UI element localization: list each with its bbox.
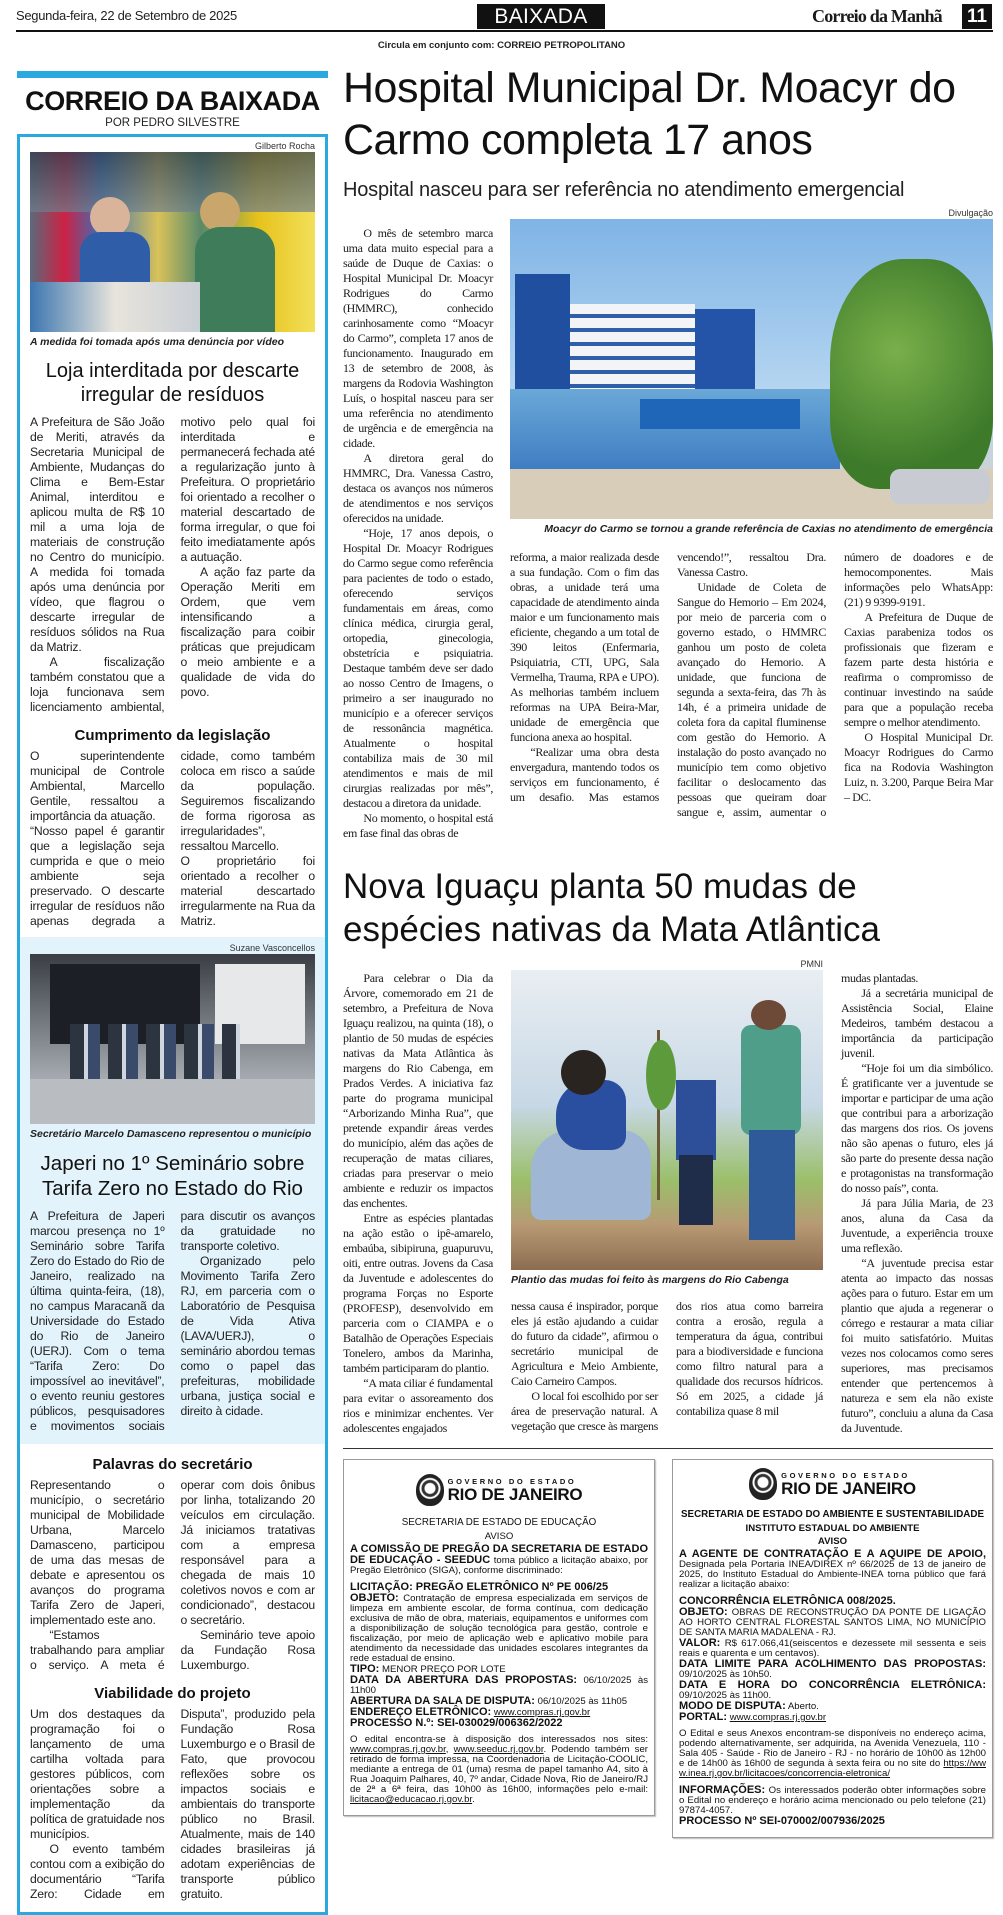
photo-caption: A medida foi tomada após uma denúncia por vídeo bbox=[30, 336, 284, 348]
paragraph: reforma, a maior realizada desde a sua fundação. Com o fim das obras, a unidade terá uma capacidade de atendimento ainda maior e um funcionamento mais eficiente, chegando a um total de 390 leitos (Enfermaria, Psiquiatria, CTI, UPG, Sala Vermelha, Trauma, RPA e UPO). As melhorias também incluem reformas na UPA Beira-Mar, unidade de emergência que funciona anexa ao hospital. bbox=[510, 550, 659, 744]
seminar-photo bbox=[30, 954, 315, 1124]
field-value: OBRAS DE RECONSTRUÇÃO DA PONTE DE LIGAÇÃO AO HORTO CENTRAL FLORESTAL SANTOS LIMA, NO MUNICÍPIO DE SANTA MARIA MADALENA - RJ. bbox=[679, 1607, 986, 1638]
circulation-note: Circula em conjunto com: CORREIO PETROPOLITANO bbox=[377, 40, 626, 51]
notice-department: SECRETARIA DE ESTADO DE EDUCAÇÃO bbox=[401, 1517, 597, 1528]
article-body bbox=[30, 1707, 315, 1902]
paragraph: Entre as espécies plantadas na ação estão o ipê-amarelo, embaúba, sibipiruna, guapuruvu, oiti, entre outras. Jovens da Casa da Juventude e adolescentes do programa Forças no Esporte (PROFESP), desenvolvido em parceria com o CIAMPA e o Batalhão de Operações Especiais Tonelero, ambos da Marinha, também participaram do plantio. bbox=[343, 1211, 493, 1375]
paragraph: O proprietário foi orientado a recolher o material descartado irregularmente na Rua da Matriz. bbox=[180, 854, 315, 928]
article-body bbox=[343, 971, 493, 1436]
article-subhead: Palavras do secretário bbox=[92, 1456, 253, 1473]
article-body bbox=[30, 415, 315, 715]
field-label: ABERTURA DA SALA DE DISPUTA: bbox=[350, 1695, 535, 1707]
field-label: OBJETO: bbox=[350, 1592, 399, 1604]
page-number: 11 bbox=[962, 4, 992, 29]
article-headline: Nova Iguaçu planta 50 mudas de espécies nativas da Mata Atlântica bbox=[343, 867, 880, 949]
paragraph: No momento, o hospital está em fase final das obras de bbox=[343, 811, 493, 840]
field-value: 09/10/2025 às 11h00. bbox=[679, 1690, 772, 1701]
paragraph: mudas plantadas. bbox=[841, 971, 919, 985]
paragraph: Já para Júlia Maria, de 23 anos, aluna da Casa da Juventude, a experiência trouxe uma reflexão. bbox=[841, 1196, 993, 1255]
article-body bbox=[510, 550, 993, 820]
logo-text-big: RIO DE JANEIRO bbox=[781, 1479, 916, 1498]
logo-text-small: GOVERNO DO ESTADO bbox=[781, 1471, 910, 1480]
government-logo bbox=[679, 1468, 986, 1500]
hospital-article bbox=[343, 208, 993, 841]
newspaper-logo: Correio da Manhã bbox=[812, 6, 942, 26]
coat-of-arms-icon bbox=[749, 1468, 777, 1500]
article-subhead: Viabilidade do projeto bbox=[94, 1685, 251, 1702]
field-value: Aberto. bbox=[785, 1701, 819, 1712]
paragraph: O local foi escolhido por ser área de preservação natural. A vegetação que cresce às margens dos rios atua como barreira contra a erosão, regula a temperatura da água, contribui para a biodiversidade e funciona como filtro natural para a qualidade dos recursos hídricos. Só em 2025, a cidade já contabiliza quase 8 mil bbox=[511, 1299, 823, 1433]
paragraph: O Hospital Municipal Dr. Moacyr Rodrigues do Carmo fica na Rodovia Washington Luiz, n. 3.200, Parque Beira Mar – DC. bbox=[844, 730, 993, 804]
notice-footer: O edital encontra-se à disposição dos interessados nos sites: bbox=[350, 1734, 648, 1745]
public-notices bbox=[343, 1459, 993, 1838]
main-area bbox=[343, 62, 993, 1838]
paragraph: nessa causa é inspirador, porque eles já estão ajudando a cuidar do futuro da cidade”, afirmou o secretário municipal de Agricultura e Meio Ambiente, Caio Carneiro Campos. bbox=[511, 1299, 658, 1388]
field-value: 06/10/2025 às 11h00 bbox=[350, 1675, 648, 1696]
paragraph: O superintendente municipal de Controle Ambiental, Marcello Gentile, ressaltou a importância da atuação. bbox=[30, 749, 165, 823]
field-value: 09/10/2025 às 10h50. bbox=[679, 1669, 772, 1680]
field-label: MODO DE DISPUTA: bbox=[679, 1700, 786, 1712]
column-author: POR PEDRO SILVESTRE bbox=[105, 117, 240, 129]
photo-credit: Divulgação bbox=[948, 208, 993, 218]
paragraph: Seminário teve apoio da Fundação Rosa Luxemburgo. bbox=[180, 1628, 315, 1672]
paragraph: Representando o município, o secretário municipal de Mobilidade Urbana, Marcelo Damasceno, participou de uma das mesas de debate e apresentou os avanços do programa Tarifa Zero de Japeri, implementado este ano. bbox=[30, 1478, 165, 1627]
paragraph: A ação faz parte da Operação Meriti em Ordem, que vem intensificando a fiscalização para coibir práticas que prejudicam o meio ambiente e a qualidade de vida do povo. bbox=[180, 565, 315, 699]
planting-photo bbox=[511, 970, 823, 1270]
article-subtitle: Hospital nasceu para ser referência no atendimento emergencial bbox=[343, 179, 905, 201]
paragraph: Para celebrar o Dia da Árvore, comemorado em 21 de setembro, a Prefeitura de Nova Iguaçu realizou, na quinta (18), o plantio de 50 mudas de espécies nativas da Mata Atlântica às margens do Rio Cabenga, em Prados Verdes. A iniciativa faz parte do programa municipal “Arborizando Minha Rua”, que pretende expandir áreas verdes do município, além das ações de recuperação de matas ciliares, criadas para preservar o meio ambiente e reduzir os impactos das enchentes. bbox=[343, 971, 493, 1210]
field-value: R$ 617.066,41(seiscentos e dezessete mil sessenta e seis reais e quarenta e um centavos). bbox=[679, 1638, 986, 1659]
notice-institute: INSTITUTO ESTADUAL DO AMBIENTE bbox=[745, 1523, 920, 1534]
paragraph: Organizado pelo Movimento Tarifa Zero RJ, em parceria com o Laboratório de Pesquisa de Vida Ativa (LAVA/UERJ), o seminário abordou temas como o papel das prefeituras, mobilidade urbana, justiça social e direito à cidade. bbox=[180, 1254, 315, 1418]
paragraph: A Prefeitura de São João de Meriti, através da Secretaria Municipal de Ambiente, Mudanças do Clima e Bem-Estar Animal, interditou e aplicou multa de R$ 10 mil a uma loja de materiais de construção no Centro do município. A medida foi tomada após uma denúncia por vídeo, que flagrou o descarte irregular de resíduos sólidos na Rua da Matriz. bbox=[30, 415, 165, 654]
field-value: Os interessados poderão obter informações sobre o Edital no endereço e horário acima mencionado ou pelo telefone (21) 97874-4057. bbox=[679, 1785, 986, 1816]
notice-footer: . Podendo também ser retirado de forma impressa, na Coordenadoria de Licitação-COOLIC, mediante a entrega de 01 (uma) resma de papel tamanho A4, sito à Rua Joaquim Palhares, 40, 7º andar, Cidade Nova, Rio de Janeiro/RJ de 2ª a 6ª feira, das 10h00 às 16h00, informações pelo e-mail: bbox=[350, 1744, 648, 1795]
website-link[interactable]: www.seeduc.rj.gov.br bbox=[453, 1744, 544, 1755]
article-body bbox=[30, 1209, 315, 1434]
paragraph: O mês de setembro marca uma data muito especial para a saúde de Duque de Caxias: o Hospital Municipal Dr. Moacyr Rodrigues do Carmo (HMMRC), conhecido carinhosamente como “Moacyr do Carmo”, completa 17 anos de funcionamento. Inaugurado em 13 de setembro de 2008, às margens da Rodovia Washington Luís, o hospital nasceu para ser uma referência no atendimento de urgência e de emergência na cidade. bbox=[343, 226, 493, 450]
notice-intro-bold: A COMISSÃO DE PREGÃO DA SECRETARIA DE ESTADO DE EDUCAÇÃO - SEEDUC bbox=[350, 1543, 648, 1566]
logo-text-big: RIO DE JANEIRO bbox=[447, 1485, 583, 1504]
notice-type: AVISO bbox=[484, 1531, 514, 1542]
header-rule bbox=[16, 30, 993, 32]
notice-bid-number: LICITAÇÃO: PREGÃO ELETRÔNICO Nº PE 006/25 bbox=[350, 1581, 609, 1593]
paragraph: Um dos destaques da programação foi o lançamento de uma cartilha voltada para gestores públicos, com orientações sobre a implementação da política de gratuidade nos municípios. bbox=[30, 1707, 165, 1841]
column-accent-bar bbox=[17, 71, 328, 78]
field-label: TIPO: bbox=[350, 1663, 380, 1675]
hospital-photo bbox=[510, 219, 993, 519]
paragraph: Já a secretária municipal de Assistência Social, Elaine Medeiros, também destacou a importância da participação juvenil. bbox=[841, 986, 993, 1060]
paragraph: “Hoje foi um dia simbólico. É gratificante ver a juventude se importar e participar de uma ação que contribui para a arborização das margens dos rios. Os jovens não são apenas o futuro, eles já são parte do presente dessa nação e protagonistas na transformação do nosso país”, conta. bbox=[841, 1061, 993, 1195]
paragraph: “Hoje, 17 anos depois, o Hospital Dr. Moacyr Rodrigues do Carmo segue como referência para pacientes de todo o estado, oferecendo serviços fundamentais em áreas, como clínica médica, cirurgia geral, ortopedia, ginecologia, obstetrícia e psiquiatria. Destaque também deve ser dado ao nosso Centro de Imagens, o primeiro a ser inaugurado no município e a oferecer serviços de ressonância magnética. Atualmente o hospital contabiliza mais de 30 mil atendimentos e mais de mil cirurgias realizadas por mês”, destacou a diretora da unidade. bbox=[343, 526, 493, 810]
section-divider bbox=[343, 1448, 993, 1449]
article-headline: Hospital Municipal Dr. Moacyr do Carmo completa 17 anos bbox=[343, 64, 956, 164]
paragraph: A Prefeitura de Duque de Caxias parabeniza todos os profissionais que fizeram e fazem parte desta história e reafirma o compromisso de continuar investindo na saúde para que a população receba sempre o melhor atendimento. bbox=[844, 610, 993, 729]
public-notice-education: GOVERNO DO ESTADO RIO DE JANEIRO SECRETARIA DE ESTADO DE EDUCAÇÃO AVISO A COMISSÃO DE PREGÃO DA SECRETARIA DE ESTADO DE EDUCAÇÃO - SEEDUC toma público a licitação abaixo, por Pregão Eletrônico (SIGA), conforme discriminado: LICITAÇÃO: PREGÃO ELETRÔNICO Nº PE 006/25 OBJETO: Contratação de empresa especializada em serviços de limpeza em ambiente escolar, de forma contínua, com dedicação exclusiva de mão de obra, materiais, equipamentos e uniformes com a disponibilização de solução tecnológica para gestão, controle e fiscalização, por meio de aplicação web e aplicativo mobile para atendimento da necessidade das unidades escolares integrantes da rede estadual de ensino. TIPO: MENOR PREÇO POR LOTE DATA DA ABERTURA DAS PROPOSTAS: 06/10/2025 às 11h00 ABERTURA DA SALA DE DISPUTA: 06/10/2025 às 11h05 ENDEREÇO ELETRÔNICO: www.compras.rj.gov.br PROCESSO N.º: SEI-030029/006362/2022 O edital encontra-se à disposição dos interessados nos sites: www.compras.rj.gov.br, www.seeduc.rj.gov.br. Podendo também ser retirado de forma impressa, na Coordenadoria de Licitação-COOLIC, mediante a entrega de 01 (uma) resma de papel tamanho A4, sito à Rua Joaquim Palhares, 40, 7º andar, Cidade Nova, Rio de Janeiro/RJ de 2ª a 6ª feira, das 10h00 às 16h00, informações pelo e-mail: licitacao@educacao.rj.gov.br. bbox=[343, 1459, 655, 1816]
field-label: DATA DA ABERTURA DAS PROPOSTAS: bbox=[350, 1674, 578, 1686]
field-label: OBJETO: bbox=[679, 1606, 728, 1618]
paragraph: “Nosso papel é garantir que a legislação seja cumprida e que o meio ambiente seja preservado. O descarte irregular de resíduos não apenas degrada a cidade, como também coloca em risco a saúde da população. Seguiremos fiscalizando de forma rigorosa as irregularidades”, ressaltou Marcello. bbox=[30, 749, 315, 928]
notice-type: AVISO bbox=[817, 1536, 848, 1547]
column-title: CORREIO DA BAIXADA bbox=[25, 86, 320, 116]
government-logo bbox=[350, 1474, 648, 1506]
column-correio-da-baixada bbox=[17, 71, 328, 1915]
nova-center bbox=[511, 959, 823, 1436]
article-headline: Loja interditada por descarte irregular de resíduos bbox=[45, 360, 300, 406]
article-headline: Japeri no 1º Seminário sobre Tarifa Zero no Estado do Rio bbox=[40, 1152, 305, 1200]
paragraph: Unidade de Coleta de Sangue do Hemorio – Em 2024, por meio de parceria com o governo estado, o HMMRC ganhou um posto de coleta avançado do Hemorio. A unidade, que funciona de segunda a sexta-feira, das 7h às 14h, é a primeira unidade de coleta fora da capital fluminense com gestão do Hemorio. A instalação do posto avançado no município tem como objetivo facilitar o deslocamento das pessoas que queiram doar sangue e, assim, aumentar o número de doadores e de hemocomponentes. Mais informações pelo WhatsApp: (21) 9 9399-9191. bbox=[677, 550, 993, 819]
website-link[interactable]: www.compras.rj.gov.br bbox=[493, 1707, 591, 1718]
notice-footer: O Edital e seus Anexos encontram-se disponíveis no endereço acima, podendo alternativamente, ser adquirida, na Avenida Venezuela, 110 - Sala 405 - Saúde - Rio de Janeiro - RJ - no horário de 10h00 às 12h00 e de 14h00 às 16h00 de segunda à sexta feira ou no site do bbox=[679, 1728, 986, 1769]
field-label: VALOR: bbox=[679, 1637, 721, 1649]
section-label: BAIXADA bbox=[477, 4, 605, 29]
field-value: MENOR PREÇO POR LOTE bbox=[379, 1664, 506, 1675]
paragraph: A fiscalização também constatou que a loja funcionava sem licenciamento ambiental, motivo pelo qual foi interditada e permanecerá fechada até a regularização junto à Prefeitura. O proprietário foi orientado a recolher o material descartado de forma irregular, o que foi feito imediatamente após a autuação. bbox=[30, 415, 315, 714]
photo-caption: Moacyr do Carmo se tornou a grande referência de Caxias no atendimento de emergência bbox=[544, 523, 993, 535]
article-body bbox=[343, 226, 493, 841]
process-number: PROCESSO Nº SEI-070002/007936/2025 bbox=[679, 1815, 885, 1827]
article-body bbox=[511, 1299, 823, 1434]
paragraph: A diretora geral do HMMRC, Dra. Vanessa Castro, destaca os avanços nos números de atendimentos e nos serviços oferecidos na unidade. bbox=[343, 451, 493, 525]
column-box bbox=[17, 134, 328, 1915]
article-body bbox=[30, 1478, 315, 1673]
store-photo bbox=[30, 152, 315, 332]
edition-date: Segunda-feira, 22 de Setembro de 2025 bbox=[16, 8, 237, 23]
nova-iguacu-article bbox=[343, 959, 993, 1436]
photo-caption: Plantio das mudas foi feito às margens do Rio Cabenga bbox=[511, 1274, 789, 1286]
photo-credit: Gilberto Rocha bbox=[254, 141, 315, 151]
email-link[interactable]: licitacao@educacao.rj.gov.br bbox=[350, 1794, 473, 1805]
website-link[interactable]: www.compras.rj.gov.br bbox=[350, 1744, 446, 1755]
paragraph: A Prefeitura de Japeri marcou presença no 1º Seminário sobre Tarifa Zero do Estado do Rio de Janeiro, realizado na última quinta-feira, (18), no campus Maracanã da Universidade do Estado do Rio de Janeiro (UERJ). Com o tema “Tarifa Zero: Do impossível ao inevitável”, o evento reuniu gestores públicos, pesquisadores e movimentos sociais para discutir os avanços da gratuidade no transporte coletivo. bbox=[30, 1209, 315, 1433]
field-value: Contratação de empresa especializada em serviços de limpeza em ambiente escolar, de forma contínua, com dedicação exclusiva de mão de obra, materiais, equipamentos e uniformes com a disponibilização de solução tecnológica para gestão, controle e fiscalização, por meio de aplicação web e aplicativo mobile para atendimento da necessidade das unidades escolares integrantes da rede estadual de ensino. bbox=[350, 1593, 648, 1664]
paragraph: “A mata ciliar é fundamental para evitar o assoreamento dos rios e minimizar enchentes. Ver adolescentes engajados bbox=[343, 1376, 493, 1435]
field-label: DATA LIMITE PARA ACOLHIMENTO DAS PROPOSTAS: bbox=[679, 1658, 986, 1670]
article-body bbox=[30, 749, 315, 929]
notice-bid-number: CONCORRÊNCIA ELETRÔNICA 008/2025. bbox=[679, 1595, 896, 1607]
website-link[interactable]: https://www.inea.rj.gov.br/licitacoes/concorrencia-eletronica/ bbox=[679, 1758, 986, 1779]
photo-credit: PMNI bbox=[800, 959, 823, 969]
article-body bbox=[841, 971, 993, 1436]
field-value: 06/10/2025 às 11h05 bbox=[534, 1696, 628, 1707]
paragraph: “A juventude precisa estar atenta ao impacto das nossas ações para o futuro. Estar em um plantio que ajuda a regenerar o córrego e restaurar a mata ciliar foi muito satisfatório. Muitas vezes nos colocamos como seres superiores, mas precisamos entender que pertencemos à natureza e sem ela não existe futuro”, concluiu a aluna da Casa da Juventude. bbox=[841, 1256, 993, 1435]
field-label: INFORMAÇÕES: bbox=[679, 1784, 766, 1796]
paragraph: O evento também contou com a exibição do documentário “Tarifa Zero: Cidade em Disputa”, produzido pela Fundação Rosa Luxemburgo e o Brasil de Fato, que provocou reflexões sobre os impactos sociais e ambientais do transporte público no Brasil. Atualmente, mais de 140 cidades brasileiras já adotam experiências de transporte público gratuito. bbox=[30, 1707, 315, 1901]
field-label: PORTAL: bbox=[679, 1711, 728, 1723]
photo-caption: Secretário Marcelo Damasceno representou o município bbox=[30, 1128, 312, 1140]
process-number: PROCESSO N.º: SEI-030029/006362/2022 bbox=[350, 1717, 563, 1729]
field-label: ENDEREÇO ELETRÔNICO: bbox=[350, 1706, 492, 1718]
website-link[interactable]: www.compras.rj.gov.br bbox=[729, 1712, 827, 1723]
paragraph: “Estamos trabalhando para ampliar o serviço. A meta é operar com dois ônibus por linha, totalizando 20 veículos em circulação. Já iniciamos tratativas com a empresa responsável para a chegada de mais 10 coletivos novos e com ar condicionado”, destacou o secretário. bbox=[30, 1478, 315, 1672]
public-notice-environment bbox=[672, 1459, 993, 1838]
article-subhead: Cumprimento da legislação bbox=[74, 727, 271, 744]
notice-intro: toma público a licitação abaixo, por Pregão Eletrônico (SIGA), conforme discriminado: bbox=[350, 1555, 648, 1576]
notice-intro: Designada pela Portaria INEA/DIREX nº 66/2025 de 13 de janeiro de 2025, do Instituto Estadual do Ambiente-INEA torna público que fará realizar a licitação abaixo: bbox=[679, 1559, 986, 1590]
hospital-right bbox=[510, 208, 993, 841]
logo-text-small: GOVERNO DO ESTADO bbox=[447, 1477, 577, 1486]
japeri-section bbox=[20, 937, 325, 1444]
paragraph: “Realizar uma obra desta envergadura, mantendo todos os serviços em funcionamento, é um desafio. Mas estamos vencendo!”, ressaltou Dra. Vanessa Castro. bbox=[510, 550, 826, 804]
coat-of-arms-icon bbox=[416, 1474, 444, 1506]
photo-credit: Suzane Vasconcellos bbox=[229, 943, 315, 953]
field-label: DATA E HORA DO CONCORRÊNCIA ELETRÔNICA: bbox=[679, 1679, 986, 1691]
notice-intro-bold: A AGENTE DE CONTRATAÇÃO E A AQUIPE DE APOIO, bbox=[679, 1548, 986, 1560]
notice-department: SECRETARIA DE ESTADO DO AMBIENTE E SUSTENTABILIDADE bbox=[681, 1509, 984, 1520]
